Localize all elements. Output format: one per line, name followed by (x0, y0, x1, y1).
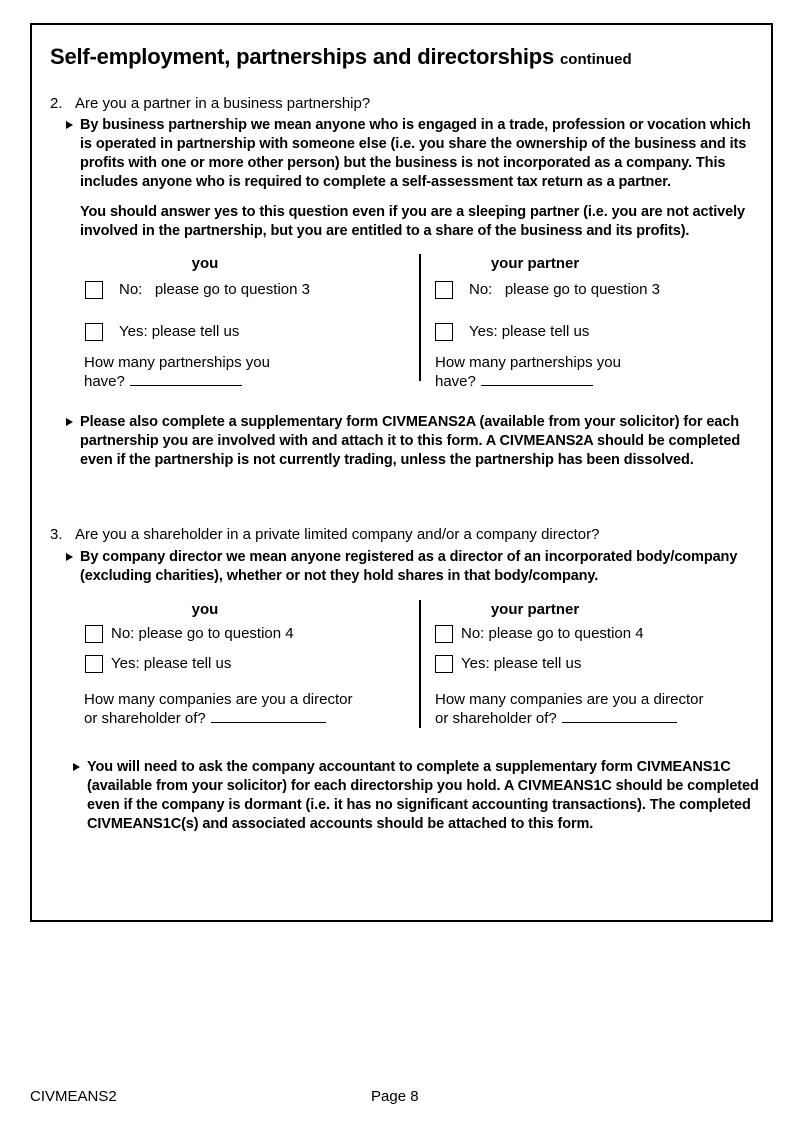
bullet-arrow-icon (66, 121, 73, 129)
q2-partner-howmany (435, 353, 771, 391)
q3-partner-yes-row (435, 654, 771, 673)
q2-partner-yes-row (435, 322, 771, 341)
q2-you-howmany (84, 353, 419, 391)
q3-partner-yes-checkbox[interactable] (435, 655, 453, 673)
q3-supplementary-text: You will need to ask the company accountant to complete a supplementary form CIVMEANS1C (available from your solicitor) for each directorship you hold. A CIVMEANS1C should be completed even if the company is dormant (i.e. it has no significant accounting transactions). The completed CIVMEANS1C(s) and associated accounts should be attached to this form. (87, 759, 759, 832)
q2-partner-partnerships-count-field[interactable] (481, 372, 593, 386)
q3-supplementary-bullet (73, 758, 771, 834)
q2-partner-yes-label: Yes: please tell us (469, 323, 590, 340)
q3-partner-howmany-line1: How many companies are you a director (435, 691, 704, 708)
q2-definition-para2: You should answer yes to this question even if you are a sleeping partner (i.e. you are not actively involved in the partnership, but you are entitled to a share of the business and its profits). (80, 204, 745, 239)
footer-page-number: Page 8 (371, 1088, 419, 1105)
q3-partner-no-checkbox[interactable] (435, 625, 453, 643)
q3-you-yes-checkbox[interactable] (85, 655, 103, 673)
q2-you-no-label: No: please go to question 3 (119, 281, 310, 298)
q3-you-no-checkbox[interactable] (85, 625, 103, 643)
q2-answer-columns (50, 254, 771, 391)
q3-partner-column (421, 600, 771, 728)
q2-you-howmany-line2: have? (84, 373, 125, 390)
q3-you-yes-row (85, 654, 419, 673)
q3-partner-no-row (435, 624, 771, 643)
q2-partner-no-row (435, 280, 771, 299)
q3-partner-yes-label: Yes: please tell us (461, 655, 582, 672)
q3-you-column (50, 600, 419, 728)
q3-you-no-label: No: please go to question 4 (111, 625, 294, 642)
q3-partner-heading: your partner (490, 601, 580, 618)
question-2 (50, 94, 771, 113)
q3-you-howmany (84, 690, 419, 728)
q2-partner-no-checkbox[interactable] (435, 281, 453, 299)
q3-you-no-row (85, 624, 419, 643)
q3-partner-howmany-line2: or shareholder of? (435, 710, 557, 727)
q3-you-howmany-line2: or shareholder of? (84, 710, 206, 727)
q3-definition-bullet (66, 548, 771, 586)
q2-supplementary-text: Please also complete a supplementary form CIVMEANS2A (available from your solicitor) for each partnership you are involved with and attach it to this form. A CIVMEANS2A should be completed even if the partnership is not currently trading, unless the partnership has been dissolved. (80, 414, 741, 468)
q3-partner-companies-count-field[interactable] (562, 709, 677, 723)
question-3 (50, 525, 771, 544)
q3-answer-columns (50, 600, 771, 728)
q2-you-yes-label: Yes: please tell us (119, 323, 240, 340)
q2-supplementary-bullet (66, 413, 771, 470)
q2-you-heading: you (191, 255, 219, 272)
q2-partner-heading: your partner (490, 255, 580, 272)
q2-partner-yes-checkbox[interactable] (435, 323, 453, 341)
q2-partner-howmany-line2: have? (435, 373, 476, 390)
q3-definition-para1: By company director we mean anyone registered as a director of an incorporated body/company (excluding charities), whether or not they hold shares in that body/company. (80, 549, 738, 584)
q2-partner-howmany-line1: How many partnerships you (435, 354, 621, 371)
q3-you-yes-label: Yes: please tell us (111, 655, 232, 672)
q2-you-yes-checkbox[interactable] (85, 323, 103, 341)
page-title-suffix: continued (559, 51, 632, 68)
q2-you-column (50, 254, 419, 391)
bullet-arrow-icon (73, 763, 80, 771)
form-border-box (30, 23, 773, 922)
q2-you-partnerships-count-field[interactable] (130, 372, 242, 386)
q3-you-heading: you (191, 601, 219, 618)
q2-you-no-row (85, 280, 419, 299)
q3-you-companies-count-field[interactable] (211, 709, 326, 723)
q2-you-no-checkbox[interactable] (85, 281, 103, 299)
q2-you-howmany-line1: How many partnerships you (84, 354, 270, 371)
q3-partner-no-label: No: please go to question 4 (461, 625, 644, 642)
bullet-arrow-icon (66, 553, 73, 561)
question-3-number: 3. (50, 526, 63, 543)
q3-partner-howmany (435, 690, 771, 728)
q2-partner-no-label: No: please go to question 3 (469, 281, 660, 298)
q2-you-yes-row (85, 322, 419, 341)
footer-form-id: CIVMEANS2 (30, 1088, 117, 1105)
q2-definition-para1: By business partnership we mean anyone who is engaged in a trade, profession or vocation which is operated in partnership with someone else (i.e. you share the ownership of the business and its profits with one or more other person) but the business is not incorporated as a company. This includes anyone who is required to complete a self-assessment tax return as a partner. (80, 117, 751, 190)
q2-definition-bullet (66, 116, 771, 241)
page-title (50, 43, 753, 74)
question-3-text: Are you a shareholder in a private limited company and/or a company director? (75, 526, 600, 543)
question-2-number: 2. (50, 95, 63, 112)
page-title-text: Self-employment, partnerships and directorships (50, 44, 555, 69)
bullet-arrow-icon (66, 418, 73, 426)
q3-you-howmany-line1: How many companies are you a director (84, 691, 353, 708)
q2-partner-column (421, 254, 771, 391)
question-2-text: Are you a partner in a business partnership? (75, 95, 371, 112)
